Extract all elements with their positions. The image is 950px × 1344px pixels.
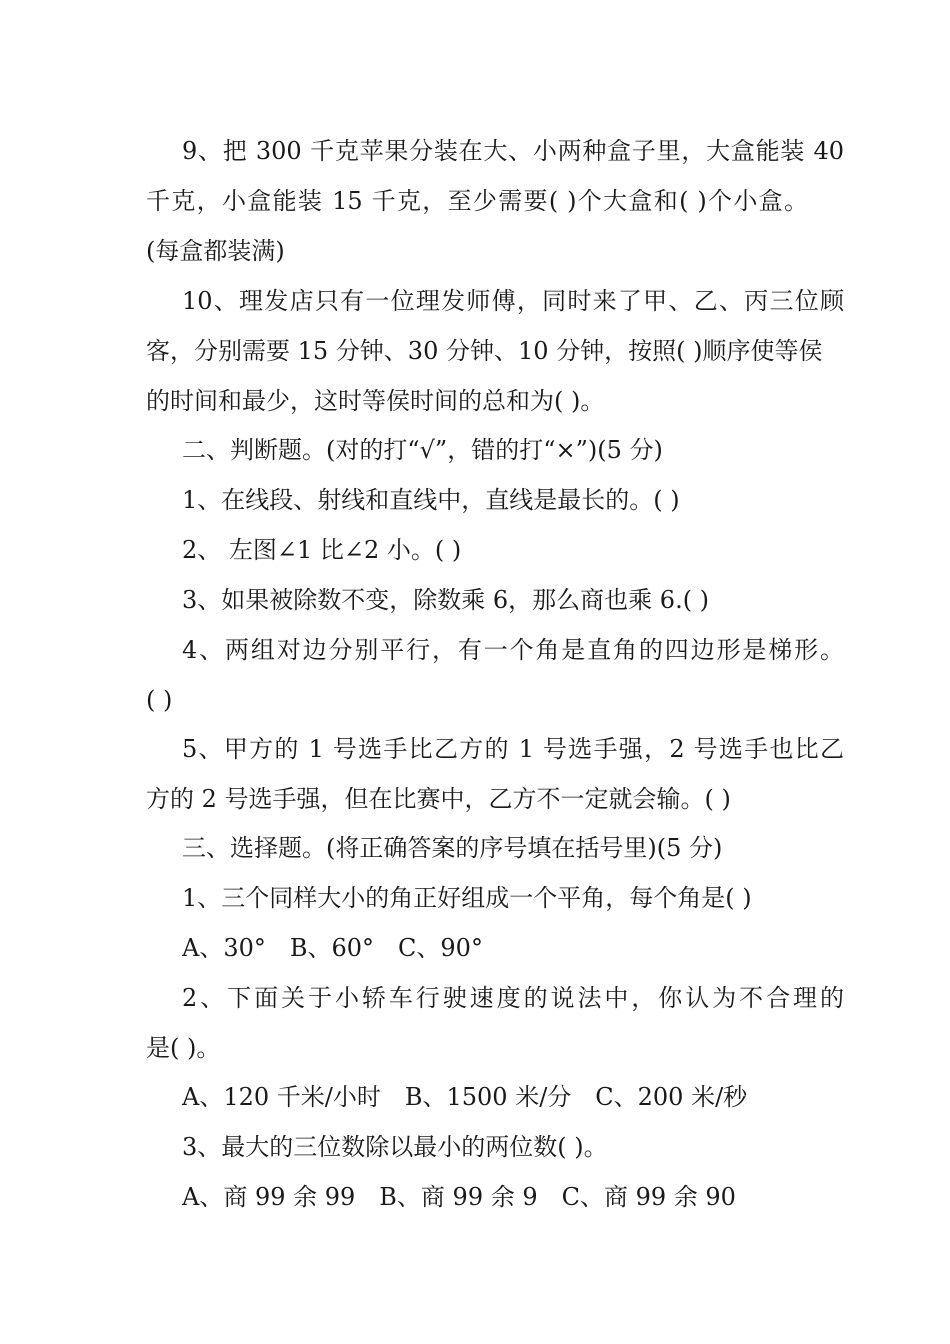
judge-q5-line-1: 5、甲方的 1 号选手比乙方的 1 号选手强，2 号选手也比乙 [182,735,844,763]
choice-q2-line-2: 是( )。 [146,1034,221,1062]
section-3-heading: 三、选择题。(将正确答案的序号填在括号里)(5 分) [182,834,723,862]
judge-q5-line-2: 方的 2 号选手强，但在比赛中，乙方不一定就会输。( ) [146,785,731,813]
choice-q2-line-1: 2、下面关于小轿车行驶速度的说法中，你认为不合理的 [182,984,844,1012]
judge-q4-line-1: 4、两组对边分别平行，有一个角是直角的四边形是梯形。 [182,636,844,664]
q10-line-2: 客，分别需要 15 分钟、30 分钟、10 分钟，按照( )顺序使等侯 [146,337,823,365]
choice-q1: 1、三个同样大小的角正好组成一个平角，每个角是( ) [182,884,752,912]
q10-line-1: 10、理发店只有一位理发师傅，同时来了甲、乙、丙三位顾 [182,287,844,315]
section-2-heading: 二、判断题。(对的打“√”，错的打“×”)(5 分) [182,436,663,464]
q9-line-1: 9、把 300 千克苹果分装在大、小两种盒子里，大盒能装 40 [182,137,844,165]
judge-q1: 1、在线段、射线和直线中，直线是最长的。( ) [182,486,680,514]
choice-q3: 3、最大的三位数除以最小的两位数( )。 [182,1133,608,1161]
judge-q2: 2、 左图∠1 比∠2 小。( ) [182,536,462,564]
q10-line-3: 的时间和最少，这时等侯时间的总和为( )。 [146,387,605,415]
q9-line-2: 千克，小盒能装 15 千克，至少需要( )个大盒和( )个小盒。 [146,187,808,215]
choice-q3-options: A、商 99 余 99 B、商 99 余 9 C、商 99 余 90 [182,1183,736,1211]
judge-q4-line-2: ( ) [146,686,173,714]
choice-q1-options: A、30° B、60° C、90° [182,934,483,962]
choice-q2-options: A、120 千米/小时 B、1500 米/分 C、200 米/秒 [182,1083,748,1111]
q9-line-3: (每盒都装满) [146,237,285,265]
judge-q3: 3、如果被除数不变，除数乘 6，那么商也乘 6.( ) [182,586,710,614]
